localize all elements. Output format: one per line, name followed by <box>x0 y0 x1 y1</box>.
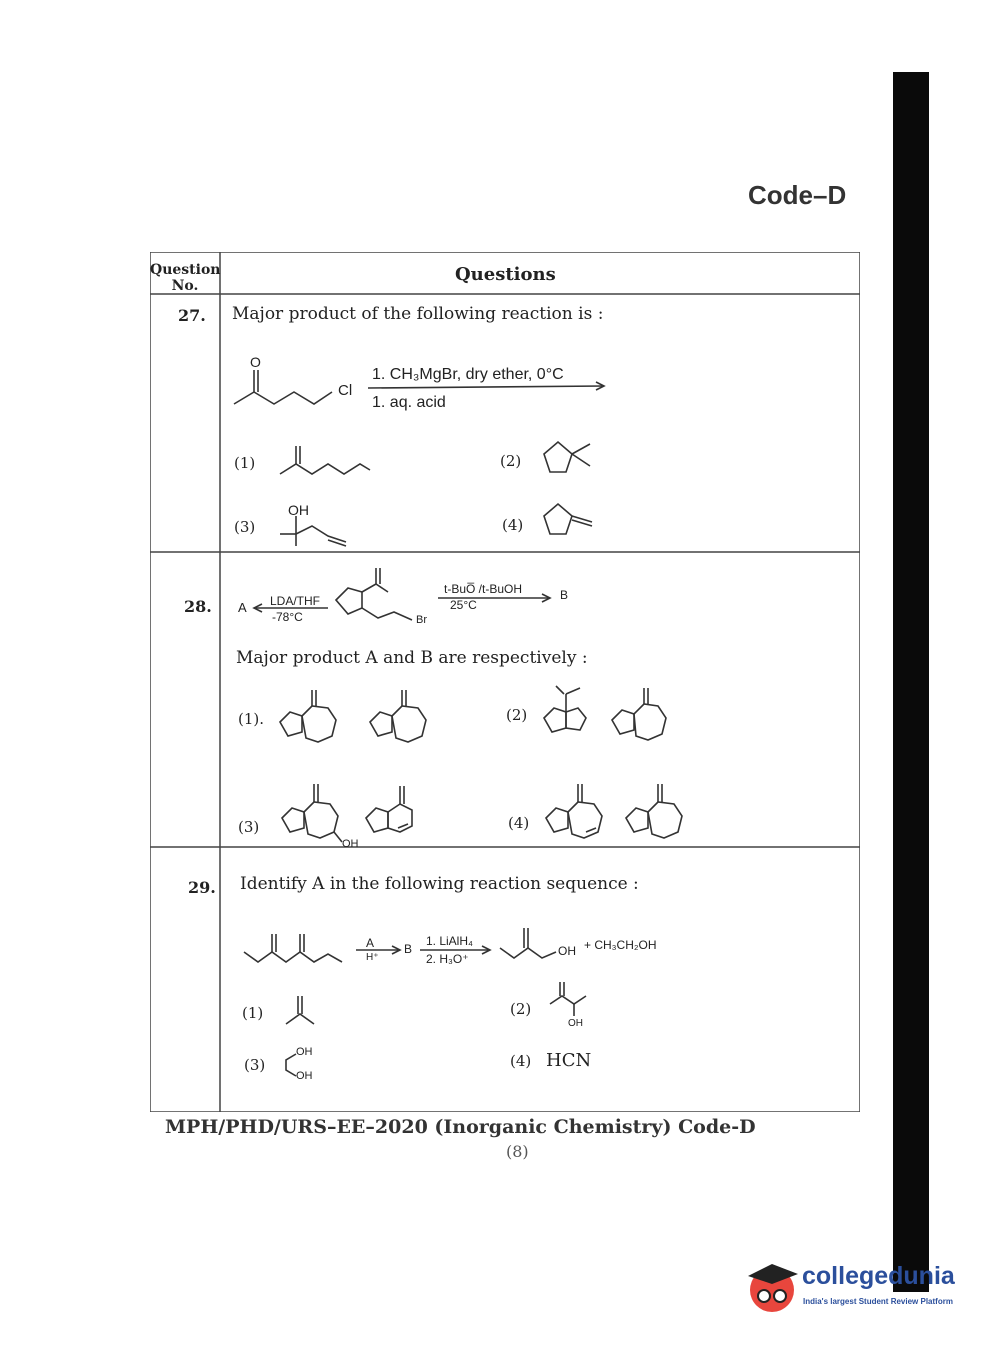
q28-bromine-label: Br <box>416 614 427 626</box>
q29-option-2-label: (2) <box>510 1000 532 1018</box>
q29-product-b: B <box>404 942 413 956</box>
question-28-number: 28. <box>184 597 212 616</box>
q28-left-reagent-top: LDA/THF <box>270 594 321 608</box>
q29-option-4-label: (4) <box>510 1052 532 1070</box>
q27-option-1-label: (1) <box>234 454 256 472</box>
header-questions: Questions <box>455 264 556 285</box>
code-label: Code–D <box>748 180 847 210</box>
q29-option-1-structure <box>284 994 324 1030</box>
q28-product-a: A <box>238 600 247 615</box>
q29-option-1-label: (1) <box>242 1004 264 1022</box>
header-question-no: Question No. <box>150 262 221 294</box>
q28-option-4-label: (4) <box>508 814 530 832</box>
q28-option-3-structure <box>278 778 428 844</box>
q28-option-3-label: (3) <box>238 818 260 836</box>
q28-product-b: B <box>560 588 569 602</box>
q28-option-1-label: (1). <box>238 710 265 728</box>
q27-option-2-structure <box>538 438 598 482</box>
exam-footer: MPH/PHD/URS–EE–2020 (Inorganic Chemistry) Code-D <box>165 1116 756 1138</box>
q27-chlorine-label: Cl <box>338 382 353 399</box>
q28-option-2-label: (2) <box>506 706 528 724</box>
q27-option-4-structure <box>538 500 598 544</box>
q29-oh-label: OH <box>558 944 576 958</box>
q29-reagent-a: A <box>366 936 375 950</box>
page-number: (8) <box>506 1142 529 1161</box>
q27-option-3-oh: OH <box>288 502 309 518</box>
brand-name: collegedunia <box>802 1262 955 1290</box>
q29-option-2-oh: OH <box>568 1018 583 1029</box>
q29-arrow-1 <box>356 946 406 956</box>
q29-step-2: 2. H₃O⁺ <box>426 952 469 966</box>
brand-tagline: India's largest Student Review Platform <box>803 1297 953 1306</box>
q28-left-reagent-bottom: -78°C <box>272 610 303 624</box>
q27-option-4-label: (4) <box>502 516 524 534</box>
q29-option-3-label: (3) <box>244 1056 266 1074</box>
q27-option-3-label: (3) <box>234 518 256 536</box>
question-29-text: Identify A in the following reaction sequence : <box>240 874 639 894</box>
q27-option-2-label: (2) <box>500 452 522 470</box>
q29-step-1: 1. LiAlH₄ <box>426 934 473 948</box>
q28-option-1-structure <box>276 686 436 748</box>
right-scan-border <box>893 72 929 1292</box>
q27-option-3-structure <box>276 514 356 550</box>
q29-option-2-structure <box>548 980 598 1020</box>
q27-reagent-1: 1. CH₃MgBr, dry ether, 0°C <box>372 366 564 383</box>
q28-right-reagent-bottom: 25°C <box>450 598 477 612</box>
q28-option-3-oh: OH <box>342 838 359 850</box>
q28-option-4-structure <box>542 778 692 844</box>
question-28-text: Major product A and B are respectively : <box>236 648 588 668</box>
question-29-number: 29. <box>188 878 216 897</box>
q29-option-4-text: HCN <box>546 1050 592 1071</box>
q28-right-reagent-top: t-BuO̅ /t-BuOH <box>444 582 523 596</box>
q27-reagent-2: 1. aq. acid <box>372 394 446 411</box>
q29-reactant-structure <box>242 922 352 970</box>
q29-byproduct: + CH₃CH₂OH <box>584 938 657 952</box>
q29-reagent-h: H⁺ <box>366 952 379 963</box>
question-27-text: Major product of the following reaction is : <box>232 304 604 324</box>
q27-reaction-arrow <box>368 384 608 394</box>
q28-option-2-structure <box>540 684 670 742</box>
q27-option-1-structure <box>278 442 373 478</box>
question-27-number: 27. <box>178 306 206 325</box>
